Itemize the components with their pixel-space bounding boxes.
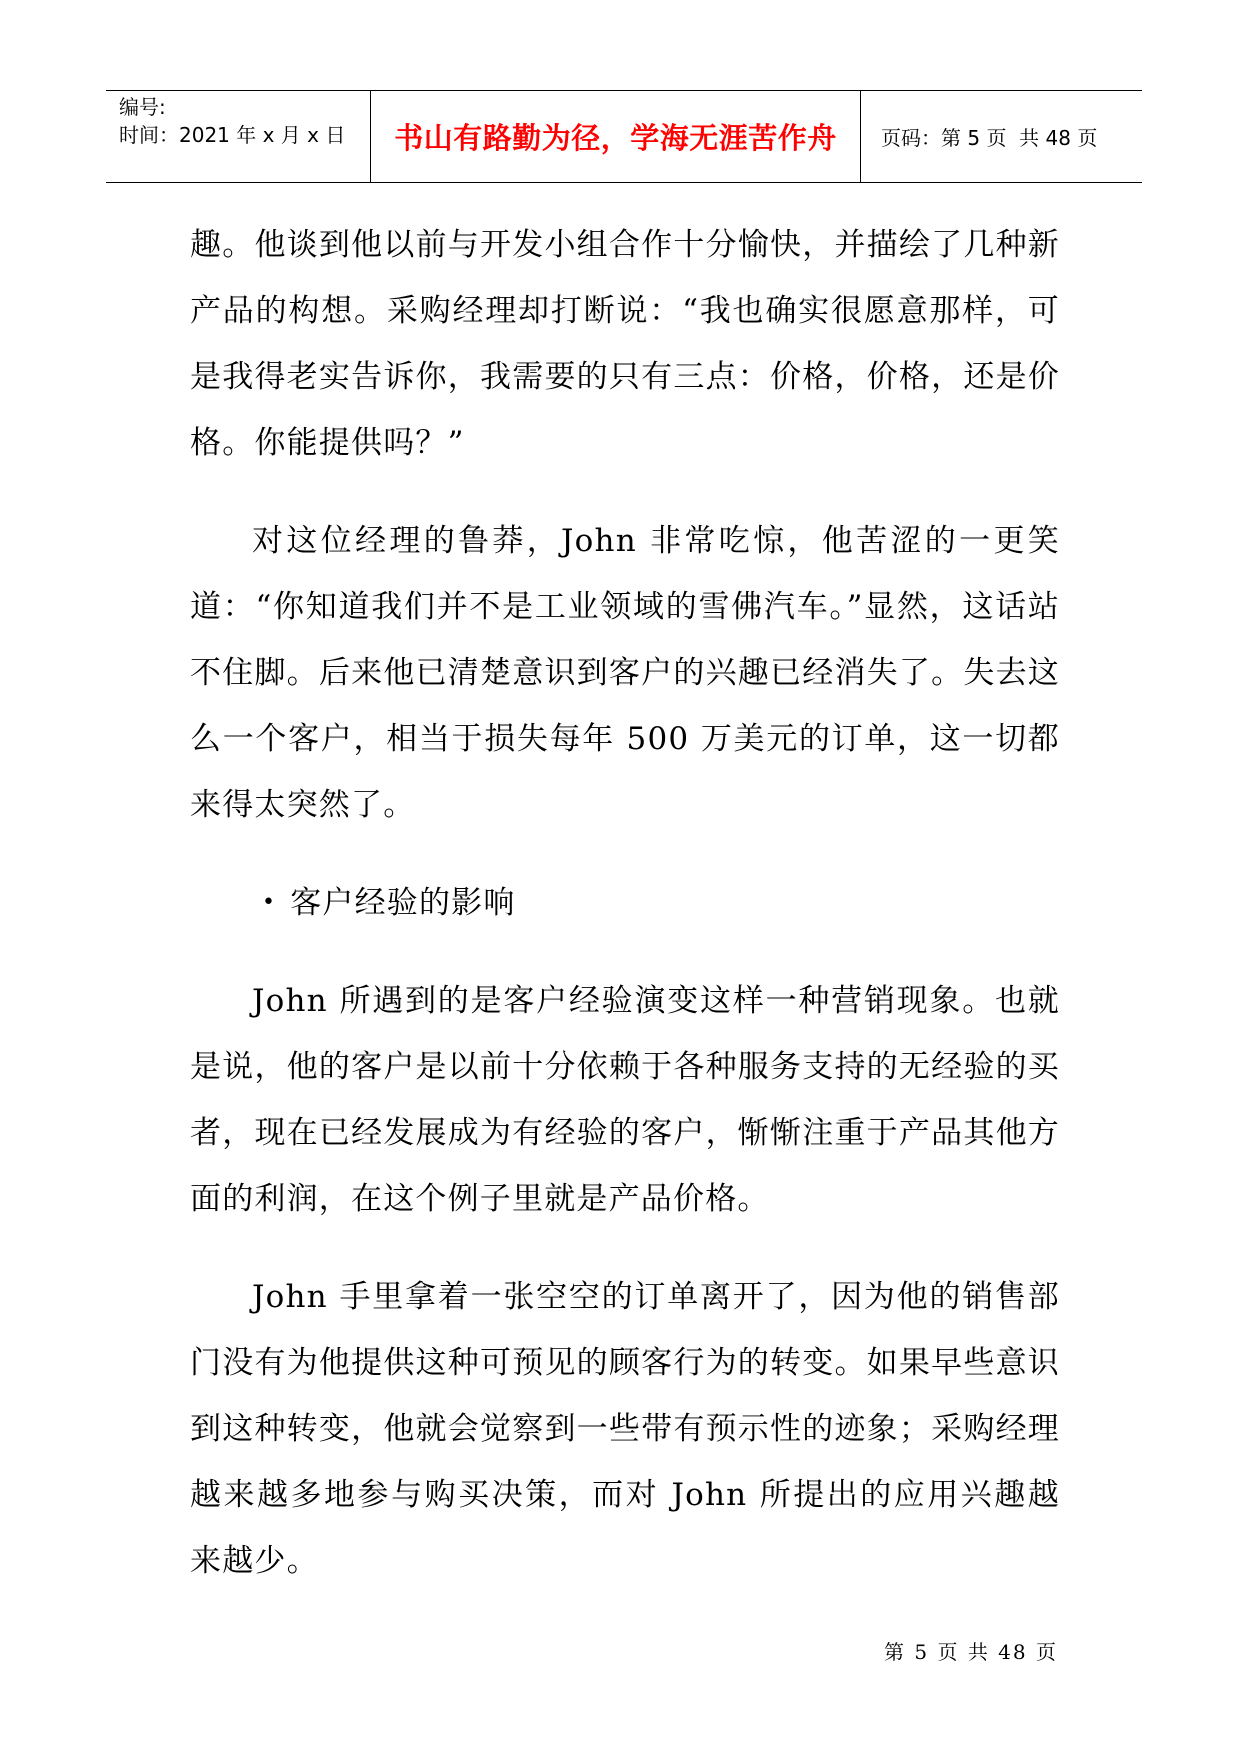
date-line: 时间：2021 年 x 月 x 日 xyxy=(119,123,346,147)
header-meta-cell xyxy=(106,91,371,182)
paragraph-1: 趣。他谈到他以前与开发小组合作十分愉快，并描绘了几种新产品的构想。采购经理却打断说：“我也确实很愿意那样，可是我得老实告诉你，我需要的只有三点：价格，价格，还是价格。你能提供吗？” xyxy=(190,227,1060,461)
header-motto: 书山有路勤为径，学海无涯苦作舟 xyxy=(371,91,861,182)
paragraph-3: John 所遇到的是客户经验演变这样一种营销现象。也就是说，他的客户是以前十分依赖于各种服务支持的无经验的买者，现在已经发展成为有经验的客户，惭惭注重于产品其他方面的利润，在这个例子里就是产品价格。 xyxy=(190,983,1060,1217)
document-body xyxy=(190,212,1060,1626)
page-footer: 第 5 页 共 48 页 xyxy=(884,1640,1058,1664)
paragraph-4: John 手里拿着一张空空的订单离开了，因为他的销售部门没有为他提供这种可预见的顾客行为的转变。如果早些意识到这种转变，他就会觉察到一些带有预示性的迹象；采购经理越来越多地参与购买决策，而对 John 所提出的应用兴趣越来越少。 xyxy=(190,1279,1060,1579)
section-heading: 客户经验的影响 xyxy=(290,885,516,921)
bullet-dot-icon: • xyxy=(262,890,277,915)
bullet-item xyxy=(190,870,1060,936)
page-header xyxy=(106,90,1142,183)
serial-label: 编号: xyxy=(119,95,166,119)
header-page-info: 页码：第 5 页 共 48 页 xyxy=(881,126,1098,150)
paragraph-2: 对这位经理的鲁莽，John 非常吃惊，他苦涩的一更笑道：“你知道我们并不是工业领域的雪佛汽车。”显然，这话站不住脚。后来他已清楚意识到客户的兴趣已经消失了。失去这么一个客户，相当于损失每年 500 万美元的订单，这一切都来得太突然了。 xyxy=(190,523,1060,823)
header-page-cell xyxy=(861,91,1142,182)
